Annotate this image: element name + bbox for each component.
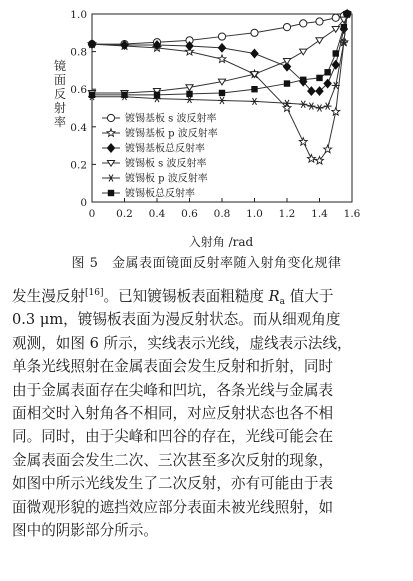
reflectance-chart	[0, 0, 413, 250]
data-point	[332, 27, 339, 33]
data-point	[299, 101, 307, 108]
data-point	[218, 44, 225, 52]
data-point	[316, 38, 323, 44]
legend-label: 镀锡板总反射率	[125, 188, 195, 200]
paragraph-line-8: 金属表面会发生二次、三次甚至多次反射的现象，	[12, 451, 334, 469]
y-tick-label: 0.2	[70, 159, 87, 172]
data-point	[324, 103, 332, 110]
body-paragraph	[12, 285, 404, 542]
data-point	[121, 92, 127, 98]
x-tick-label: 0.6	[181, 208, 198, 220]
data-point	[332, 108, 340, 116]
y-tick-label: 1.0	[70, 9, 87, 21]
paragraph-line-6: 面相交时入射角各不相同，对应反射状态也各不相	[12, 405, 334, 423]
data-point	[218, 33, 225, 40]
data-point	[89, 92, 95, 98]
x-tick-label: 0.2	[116, 208, 133, 220]
citation-ref: [16]	[84, 288, 104, 298]
series-4	[88, 11, 350, 96]
data-point	[218, 97, 226, 104]
data-point	[186, 91, 192, 97]
data-point	[186, 96, 194, 103]
reflectance-figure	[0, 0, 413, 250]
paragraph-line-3: 观测，如图 6 所示，实线表示光线，虚线表示法线，	[12, 334, 352, 352]
data-point	[219, 90, 225, 96]
paragraph-line-10: 面微观形貌的遮挡效应部分表面未被光线照射，如	[12, 498, 334, 516]
data-point	[299, 138, 307, 146]
paragraph-line-4: 单条光线照射在金属表面会发生反射和折射，同时	[12, 358, 334, 376]
legend-marker	[107, 175, 115, 182]
y-tick-label: 0	[80, 197, 87, 209]
legend-marker	[107, 144, 114, 152]
x-tick-label: 1.4	[311, 208, 328, 220]
line-1-post: 。已知镀锡板表面粗糙度	[103, 288, 269, 305]
data-point	[332, 14, 339, 21]
x-axis-label: 入射角 /rad	[188, 235, 254, 249]
y-tick-label: 0.6	[70, 84, 87, 97]
legend-label: 镀锡板 p 波反射率	[125, 173, 208, 185]
data-point	[251, 49, 258, 57]
x-tick-label: 1.6	[343, 208, 361, 220]
data-point	[300, 20, 307, 27]
legend-label: 镀锡基板 p 波反射率	[125, 128, 218, 140]
data-point	[324, 69, 330, 75]
data-point	[251, 29, 258, 36]
data-point	[283, 24, 290, 31]
data-point	[251, 98, 259, 105]
figure-caption: 图 5 金属表面镜面反射率随入射角变化规律	[71, 256, 342, 271]
data-point	[154, 92, 160, 98]
data-point	[300, 49, 307, 55]
legend-label: 镀锡基板总反射率	[125, 143, 205, 155]
paragraph-line-11: 图中的阴影部分所示。	[12, 522, 158, 540]
paragraph-line-7: 同。同时，由于尖峰和凹谷的存在，光线可能会在	[12, 428, 334, 446]
data-point	[332, 61, 339, 69]
y-tick-label: 0.8	[70, 46, 87, 59]
data-point	[324, 145, 332, 153]
legend-label: 镀锡板 s 波反射率	[125, 158, 207, 170]
data-point	[300, 77, 306, 83]
series-line	[92, 14, 347, 95]
paragraph-line-2: 0.3 μm，镀锡板表面为漫反射状态。而从细观角度	[12, 311, 341, 329]
line-1-pre: 发生漫反射	[12, 288, 85, 305]
data-point	[333, 50, 339, 56]
paragraph-line-1	[12, 285, 404, 308]
x-tick-label: 0	[88, 208, 96, 220]
legend-marker	[108, 190, 114, 196]
paragraph-line-5: 由于金属表面存在尖峰和凹坑，各条光线与金属表	[12, 381, 334, 399]
paragraph-line-9: 如图中所示光线发生了二次反射，亦有可能由于表	[12, 475, 334, 493]
data-point	[283, 58, 290, 64]
x-tick-label: 0.4	[148, 208, 166, 220]
y-axis-label: 镜面反射率	[53, 59, 67, 129]
x-tick-label: 1.0	[246, 208, 263, 220]
legend-marker	[107, 114, 114, 121]
roughness-symbol: R	[268, 288, 280, 305]
data-point	[307, 155, 315, 163]
y-tick-label: 0.4	[70, 121, 87, 134]
series-6	[89, 11, 351, 98]
series-1	[88, 10, 350, 47]
line-1-tail: 值大于	[285, 288, 334, 305]
legend-marker	[107, 129, 115, 137]
data-point	[218, 55, 226, 63]
data-point	[316, 75, 322, 81]
data-point	[316, 105, 324, 112]
data-point	[307, 103, 315, 110]
data-point	[316, 18, 323, 25]
legend-label: 镀锡基板 s 波反射率	[125, 113, 217, 125]
x-tick-label: 0.8	[213, 208, 231, 220]
x-tick-label: 1.2	[278, 208, 296, 220]
data-point	[341, 24, 347, 30]
data-point	[344, 11, 350, 17]
roughness-subscript: a	[279, 297, 286, 307]
data-point	[251, 86, 257, 92]
data-point	[284, 80, 290, 86]
